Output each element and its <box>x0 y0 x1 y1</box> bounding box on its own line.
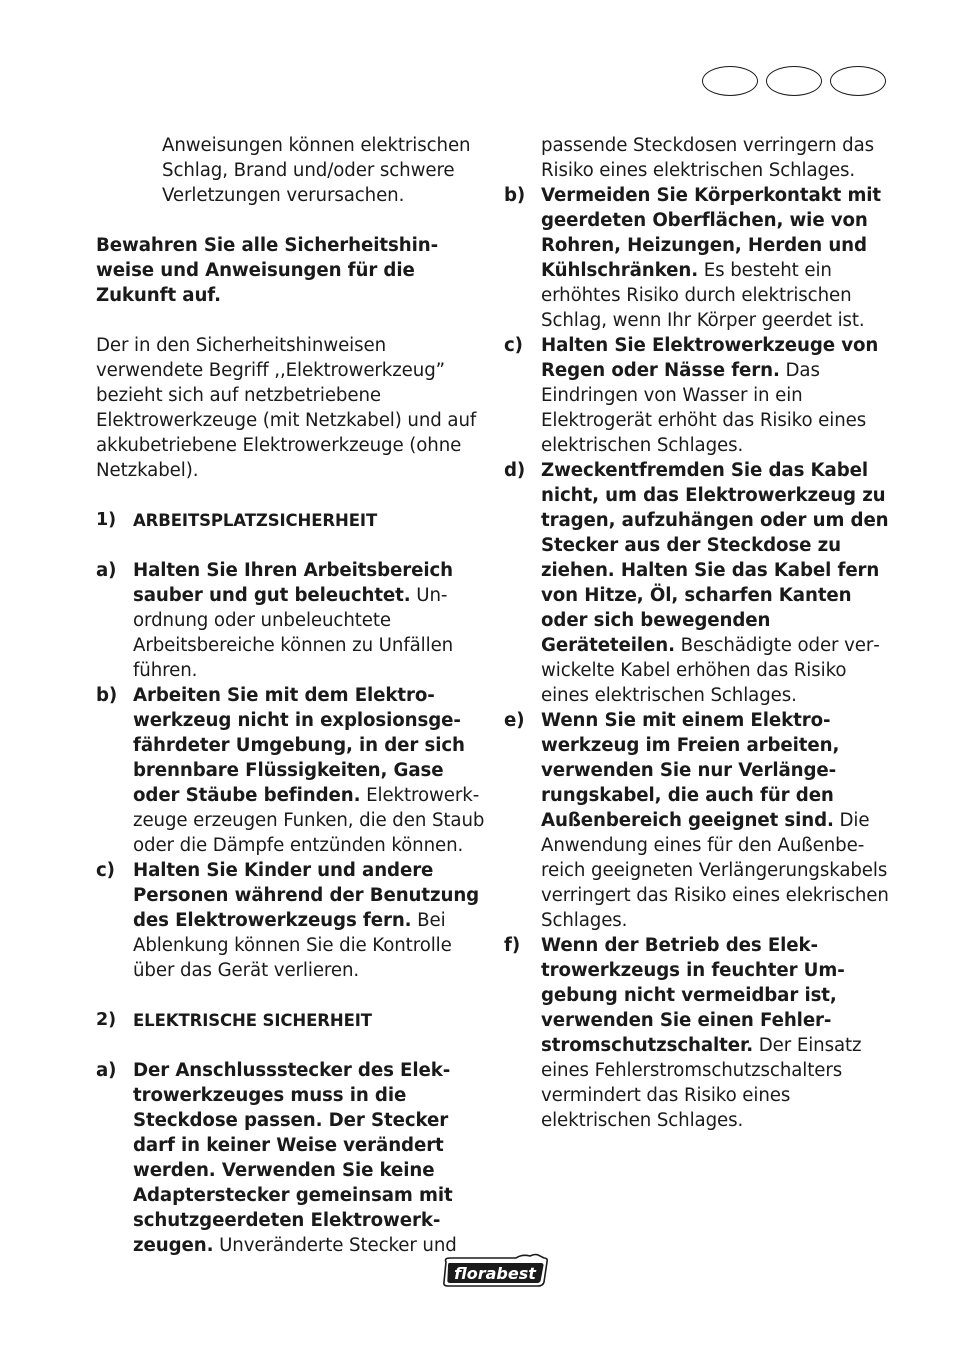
section-title: ARBEITSPLATZSICHERHEIT <box>133 511 378 530</box>
logo-wordmark: florabest <box>454 1264 536 1283</box>
language-oval <box>766 66 822 96</box>
item-bold-text: Halten Sie Kinder und andere Personen während der Benutzung des Elektrowerkzeugs fern. <box>133 860 480 931</box>
item-label: c) <box>96 860 115 881</box>
item-text: Bei Ablenkung können Sie die Kontrolle über das Gerät verlieren. <box>133 910 452 981</box>
workplace-items <box>96 558 486 983</box>
item-continuation: passende Steckdosen verringern das Risiko eines elektrischen Schlages. <box>541 135 875 181</box>
section-heading-workplace <box>96 508 486 533</box>
list-item <box>96 1058 486 1258</box>
item-text: Elektrowerkzeuge erzeugen Funken, die den Staub oder die Dämpfe entzünden können. <box>133 785 485 856</box>
florabest-logo <box>440 1252 550 1288</box>
language-oval <box>830 66 886 96</box>
list-item <box>504 458 894 708</box>
item-label: b) <box>96 685 118 706</box>
item-label: c) <box>504 335 523 356</box>
item-bold-text: Wenn der Betrieb des Elektrowerkzeugs in feuchter Umgebung nicht vermeidbar ist, verwenden Sie einen Fehlerstromschutzschalter. <box>541 935 845 1056</box>
item-bold-text: Halten Sie Ihren Arbeitsbereich sauber und gut beleuchtet. <box>133 560 454 606</box>
item-text: Unveränderte Stecker und <box>213 1235 457 1256</box>
item-bold-text: Der Anschlussstecker des Elektrowerkzeuges muss in die Steckdose passen. Der Stecker darf in keiner Weise verändert werden. Verwenden Sie keine Adapterstecker gemeinsam mit schutzgeerdeten Elektrowerkzeugen. <box>133 1060 453 1256</box>
item-bold-text: Halten Sie Elektrowerkzeuge von Regen oder Nässe fern. <box>541 335 879 381</box>
section-title: ELEKTRISCHE SICHERHEIT <box>133 1011 372 1030</box>
item-text: Das Eindringen von Wasser in ein Elektrogerät erhöht das Risiko eines elektrischen Schlages. <box>541 360 867 456</box>
item-text: Die Anwendung eines für den Außenbereich geeigneten Verlängerungskabels verringert das Risiko eines elekrischen Schlages. <box>541 810 889 931</box>
item-text: Beschädigte oder verwickelte Kabel erhöhen das Risiko eines elektrischen Schlages. <box>541 635 880 706</box>
item-bold-text: Arbeiten Sie mit dem Elektrowerkzeug nicht in explosionsgefährdeter Umgebung, in der sich brennbare Flüssigkeiten, Gase oder Stäube befinden. <box>133 685 465 806</box>
language-oval <box>702 66 758 96</box>
item-text: Es besteht ein erhöhtes Risiko durch elektrischen Schlag, wenn Ihr Körper geerdet ist. <box>541 260 865 331</box>
electrical-items-left <box>96 1058 486 1258</box>
keep-instructions-note: Bewahren Sie alle Sicherheitshinweise und Anweisungen für die Zukunft auf. <box>96 235 439 306</box>
item-text: Unordnung oder unbeleuchtete Arbeitsbereiche können zu Unfällen führen. <box>133 585 454 681</box>
item-label: e) <box>504 710 525 731</box>
list-item <box>504 183 894 333</box>
section-number: 2) <box>96 1010 116 1030</box>
list-item <box>96 683 486 858</box>
item-label: b) <box>504 185 526 206</box>
item-bold-text: Zweckentfremden Sie das Kabel nicht, um das Elektrowerkzeug zu tragen, aufzuhängen oder um den Stecker aus der Steckdose zu ziehen. Halten Sie das Kabel fern von Hitze, Öl, scharfen Kanten oder sich bewegenden Geräteteilen. <box>541 460 889 656</box>
right-column <box>504 133 894 1133</box>
section-number: 1) <box>96 510 116 530</box>
section-heading-electrical <box>96 1008 486 1033</box>
item-bold-text: Wenn Sie mit einem Elektrowerkzeug im Freien arbeiten, verwenden Sie nur Verlängerungskabel, die auch für den Außenbereich geeignet sind. <box>541 710 840 831</box>
left-column <box>96 133 486 1258</box>
term-definition-paragraph: Der in den Sicherheitshinweisen verwendete Begriff ,,Elektrowerkzeug” bezieht sich auf netzbetriebene Elektrowerkzeuge (mit Netzkabel) und auf akkubetriebene Elektrowerkzeuge (ohne Netzkabel). <box>96 335 477 481</box>
item-label: a) <box>96 1060 117 1081</box>
list-item <box>96 858 486 983</box>
list-item <box>504 933 894 1133</box>
list-item <box>96 558 486 683</box>
list-item <box>504 708 894 933</box>
item-label: a) <box>96 560 117 581</box>
list-item <box>504 333 894 458</box>
item-label: f) <box>504 935 521 956</box>
language-ovals <box>700 66 890 98</box>
intro-continuation: Anweisungen können elektrischen Schlag, Brand und/oder schwere Verletzungen verursachen. <box>162 135 471 206</box>
item-bold-text: Vermeiden Sie Körperkontakt mit geerdeten Oberflächen, wie von Rohren, Heizungen, Herden und Kühlschränken. <box>541 185 882 281</box>
item-label: d) <box>504 460 526 481</box>
item-text: Der Einsatz eines Fehlerstromschutzschalters vermindert das Risiko eines elektrischen Schlages. <box>541 1035 862 1131</box>
